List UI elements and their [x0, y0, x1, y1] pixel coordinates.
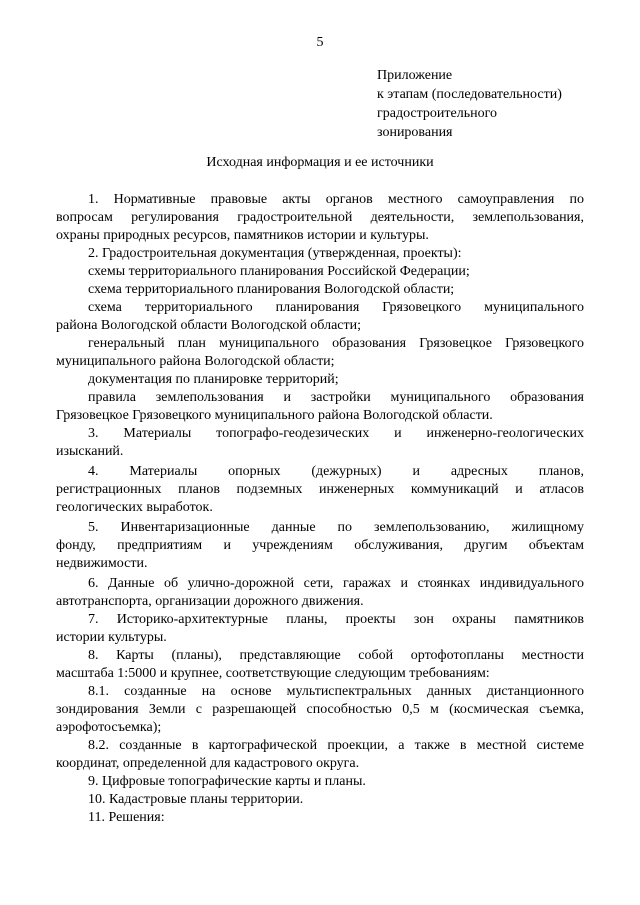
- text-line: изысканий.: [56, 444, 124, 459]
- list-item-7: [56, 611, 584, 647]
- list-item-11: [56, 809, 584, 827]
- text-line: района Вологодской области Вологодской области;: [56, 318, 361, 333]
- text-line: 4. Материалы опорных (дежурных) и адресных планов,: [88, 464, 584, 479]
- text-line: 10. Кадастровые планы территории.: [88, 792, 304, 807]
- text-line: вопросам регулирования градостроительной деятельности, землепользования,: [56, 210, 584, 225]
- list-item-8-1: [56, 683, 584, 737]
- text-line: 6. Данные об улично-дорожной сети, гаражах и стоянках индивидуального: [88, 576, 584, 591]
- list-item-9: [56, 773, 584, 791]
- text-line: недвижимости.: [56, 556, 148, 571]
- text-line: регистрационных планов подземных инженерных коммуникаций и атласов: [56, 482, 584, 497]
- text-line: документация по планировке территорий;: [88, 372, 339, 387]
- list-item-8: [56, 647, 584, 683]
- text-line: масштаба 1:5000 и крупнее, соответствующие следующим требованиям:: [56, 666, 490, 681]
- text-line: зондирования Земли с разрешающей способностью 0,5 м (космическая съемка,: [56, 702, 584, 717]
- text-line: Грязовецкое Грязовецкого муниципального района Вологодской области.: [56, 408, 493, 423]
- text-line: муниципального района Вологодской области;: [56, 354, 335, 369]
- text-line: истории культуры.: [56, 630, 167, 645]
- text-line: схема территориального планирования Грязовецкого муниципального: [88, 300, 584, 315]
- text-line: 7. Историко-архитектурные планы, проекты зон охраны памятников: [88, 612, 584, 627]
- text-line: 8.1. созданные на основе мультиспектральных данных дистанционного: [88, 684, 584, 699]
- list-item-6: [56, 575, 584, 611]
- list-item-3: [56, 425, 584, 461]
- text-line: охраны природных ресурсов, памятников истории и культуры.: [56, 228, 429, 243]
- text-line: генеральный план муниципального образования Грязовецкое Грязовецкого: [88, 336, 584, 351]
- text-line: 2. Градостроительная документация (утвержденная, проекты):: [88, 246, 462, 261]
- list-item-2: [56, 245, 584, 425]
- text-line: 5. Инвентаризационные данные по землепользованию, жилищному: [88, 520, 584, 535]
- text-line: автотранспорта, организации дорожного движения.: [56, 594, 364, 609]
- text-line: фонду, предприятиям и учреждениям обслуживания, другим объектам: [56, 538, 584, 553]
- document-title: Исходная информация и ее источники: [206, 155, 434, 170]
- list-item-10: [56, 791, 584, 809]
- text-line: аэрофотосъемка);: [56, 720, 162, 735]
- appendix-heading: [377, 66, 562, 142]
- appendix-line: градостроительного: [377, 106, 498, 121]
- text-line: 3. Материалы топографо-геодезических и инженерно-геологических: [88, 426, 584, 441]
- appendix-line: зонирования: [377, 125, 453, 140]
- list-item-8-2: [56, 737, 584, 773]
- appendix-line: Приложение: [377, 68, 453, 83]
- appendix-line: к этапам (последовательности): [377, 87, 562, 102]
- text-line: геологических выработок.: [56, 500, 213, 515]
- document-body: [56, 191, 584, 827]
- list-item-1: [56, 191, 584, 245]
- text-line: 9. Цифровые топографические карты и планы.: [88, 774, 366, 789]
- list-item-4: [56, 463, 584, 517]
- text-line: координат, определенной для кадастрового округа.: [56, 756, 360, 771]
- text-line: 11. Решения:: [88, 810, 165, 825]
- page-number: 5: [316, 35, 324, 50]
- text-line: 8. Карты (планы), представляющие собой ортофотопланы местности: [88, 648, 584, 663]
- text-line: правила землепользования и застройки муниципального образования: [88, 390, 584, 405]
- text-line: 1. Нормативные правовые акты органов местного самоуправления по: [88, 192, 584, 207]
- text-line: схемы территориального планирования Российской Федерации;: [88, 264, 470, 279]
- text-line: 8.2. созданные в картографической проекции, а также в местной системе: [88, 738, 584, 753]
- list-item-5: [56, 519, 584, 573]
- text-line: схема территориального планирования Вологодской области;: [88, 282, 455, 297]
